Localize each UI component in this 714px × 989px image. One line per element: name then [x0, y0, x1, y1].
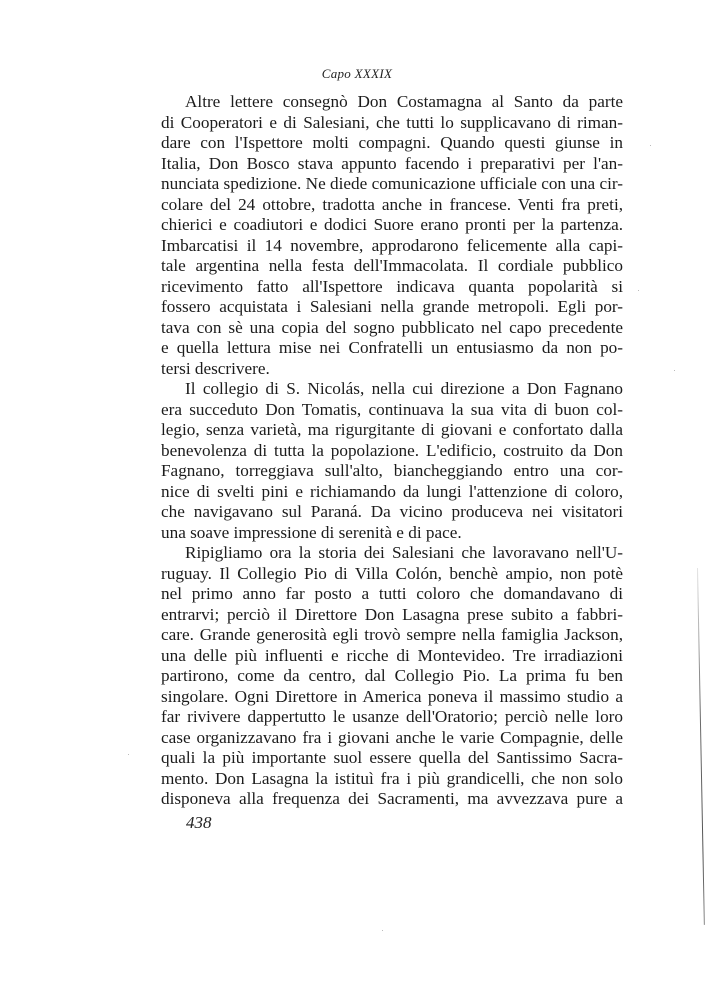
text-line: era succeduto Don Tomatis, continuava la sua vita di buon col-	[161, 399, 623, 419]
text-line: singolare. Ogni Direttore in America poneva il massimo studio a	[161, 686, 624, 706]
text-line: mento. Don Lasagna la istituì fra i più grandicelli, che non solo	[161, 768, 624, 788]
text-line: nel primo anno far posto a tutti coloro che domandavano di	[161, 584, 624, 603]
scan-speck	[638, 290, 639, 291]
paragraph	[161, 379, 623, 543]
paragraph	[161, 92, 623, 379]
text-line: case organizzavano fra i giovani anche le varie Compagnie, delle	[161, 727, 623, 747]
text-line: entrarvi; perciò il Direttore Don Lasagna prese subito a fabbri-	[161, 604, 624, 624]
text-line: che navigavano sul Paraná. Da vicino produceva nei visitatori	[161, 502, 623, 521]
scan-speck	[128, 754, 129, 755]
text-line: nunciata spedizione. Ne diede comunicazione ufficiale con una cir-	[161, 174, 624, 193]
scan-speck	[674, 370, 675, 371]
text-line: partirono, come da centro, dal Collegio Pio. La prima fu ben	[161, 666, 624, 685]
text-line: Il collegio di S. Nicolás, nella cui direzione a Don Fagnano	[185, 379, 624, 398]
text-line: benevolenza di tutta la popolazione. L'edificio, costruito da Don	[161, 440, 623, 460]
text-line: Italia, Don Bosco stava appunto facendo i preparativi per l'an-	[161, 153, 624, 173]
text-line: dare con l'Ispettore molti compagni. Quando questi giunse in	[161, 133, 623, 152]
scan-artifact-line	[697, 568, 705, 925]
text-line: e quella lettura mise nei Confratelli un entusiasmo da non po-	[161, 338, 623, 357]
text-line: Ripigliamo ora la storia dei Salesiani che lavoravano nell'U-	[185, 543, 624, 562]
text-line: Imbarcatisi il 14 novembre, approdarono felicemente alla capi-	[161, 235, 624, 255]
text-line: fossero acquistata i Salesiani nella grande metropoli. Egli por-	[161, 297, 624, 316]
paragraph	[161, 543, 623, 810]
text-line: ruguay. Il Collegio Pio di Villa Colón, benchè ampio, non potè	[161, 563, 624, 583]
text-line: chierici e coadiutori e dodici Suore erano pronti per la partenza.	[161, 215, 623, 234]
text-line: tava con sè una copia del sogno pubblicato nel capo precedente	[161, 317, 623, 337]
scan-speck	[382, 930, 383, 931]
text-line: Fagnano, torreggiava sull'alto, biancheggiando entro una cor-	[161, 461, 623, 480]
page-number: 438	[186, 813, 212, 832]
text-line: disponeva alla frequenza dei Sacramenti, ma avvezzava pure a	[161, 789, 624, 808]
text-line: ricevimento fatto all'Ispettore indicava quanta popolarità si	[161, 276, 624, 296]
text-line: tale argentina nella festa dell'Immacolata. Il cordiale pubblico	[161, 256, 623, 275]
scan-speck	[650, 145, 651, 146]
text-line: quali la più importante suol essere quella del Santissimo Sacra-	[161, 748, 624, 767]
text-line: care. Grande generosità egli trovò sempre nella famiglia Jackson,	[161, 625, 623, 644]
text-line: di Cooperatori e di Salesiani, che tutti lo supplicavano di riman-	[161, 112, 623, 132]
text-line: legio, senza varietà, ma rigurgitante di giovani e confortato dalla	[161, 420, 624, 439]
text-line: tersi descrivere.	[161, 358, 270, 378]
text-line: una soave impressione di serenità e di pace.	[161, 522, 462, 542]
body-text	[161, 92, 623, 810]
text-line: far rivivere dappertutto le usanze dell'Oratorio; perciò nelle loro	[161, 707, 623, 726]
text-line: Altre lettere consegnò Don Costamagna al Santo da parte	[185, 92, 623, 111]
text-line: nice di svelti pini e richiamando da lungi l'attenzione di coloro,	[161, 481, 623, 501]
text-line: una delle più influenti e ricche di Montevideo. Tre irradiazioni	[161, 645, 623, 665]
text-line: colare del 24 ottobre, tradotta anche in francese. Venti fra preti,	[161, 194, 624, 214]
running-head: Capo XXXIX	[321, 66, 393, 81]
